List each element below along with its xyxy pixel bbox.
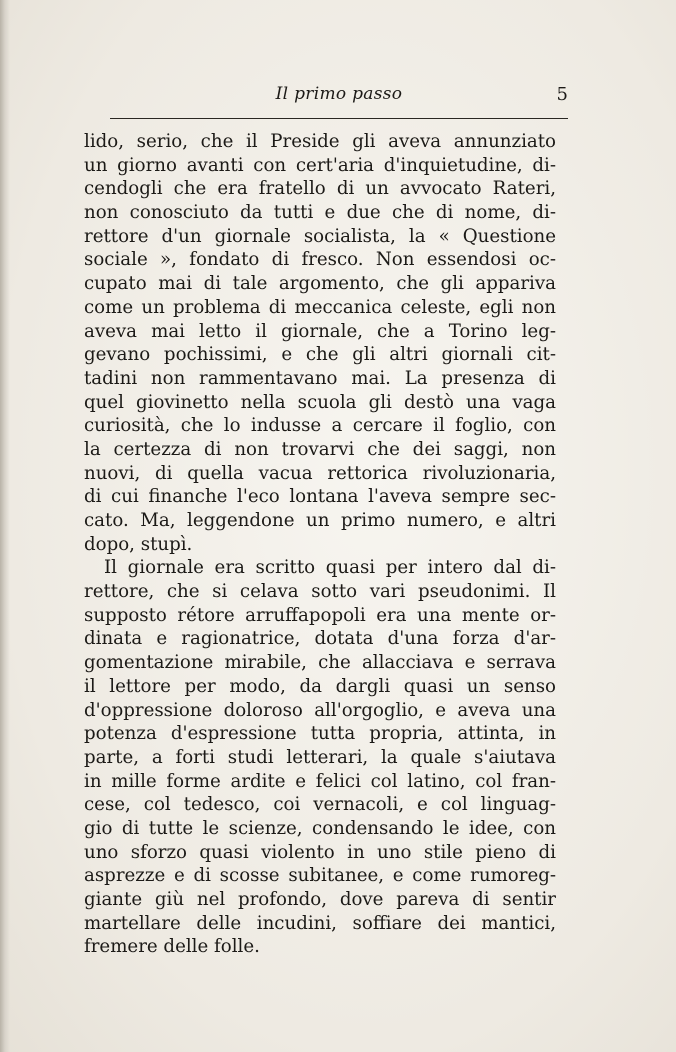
text-line: dinata e ragionatrice, dotata d'una forza d'ar- <box>84 628 556 650</box>
text-line: come un problema di meccanica celeste, egli non <box>84 296 556 318</box>
text-line: martellare delle incudini, soffiare dei mantici, <box>84 912 556 934</box>
text-line: gomentazione mirabile, che allacciava e serrava <box>84 652 556 674</box>
text-line: asprezze e di scosse subitanee, e come rumoreg- <box>84 865 556 887</box>
text-line: lido, serio, che il Preside gli aveva annunziato <box>84 131 556 152</box>
running-head-title: Il primo passo <box>275 84 403 104</box>
text-line: giante giù nel profondo, dove pareva di sentir <box>84 889 556 910</box>
text-line: rettore d'un giornale socialista, la « Questione <box>84 225 556 247</box>
running-head <box>110 84 568 114</box>
text-line: cato. Ma, leggendone un primo numero, e altri <box>84 510 556 531</box>
text-line: cendogli che era fratello di un avvocato Rateri, <box>84 178 556 200</box>
text-line: quel giovinetto nella scuola gli destò una vaga <box>84 391 556 413</box>
header-rule <box>110 118 568 119</box>
text-line: fremere delle folle. <box>84 936 260 958</box>
text-line: di cui finanche l'eco lontana l'aveva sempre sec- <box>84 486 556 508</box>
text-line: d'oppressione doloroso all'orgoglio, e aveva una <box>84 699 556 721</box>
text-line: parte, a forti studi letterari, la quale s'aiutava <box>84 746 556 768</box>
text-line: un giorno avanti con cert'aria d'inquietudine, di- <box>84 154 556 176</box>
text-line: nuovi, di quella vacua rettorica rivoluzionaria, <box>84 462 556 484</box>
text-line: curiosità, che lo indusse a cercare il foglio, con <box>84 415 556 437</box>
text-line: cupato mai di tale argomento, che gli appariva <box>84 273 556 295</box>
text-line: gevano pochissimi, e che gli altri giornali cit- <box>84 344 556 366</box>
text-line: gio di tutte le scienze, condensando le idee, con <box>84 817 556 839</box>
text-line: sociale », fondato di fresco. Non essendosi oc- <box>84 249 556 271</box>
text-line: potenza d'espressione tutta propria, attinta, in <box>84 723 556 745</box>
text-line: la certezza di non trovarvi che dei saggi, non <box>84 438 556 460</box>
text-line: tadini non rammentavano mai. La presenza di <box>84 367 556 389</box>
text-line: supposto rétore arruffapopoli era una mente or- <box>84 604 556 626</box>
text-line: uno sforzo quasi violento in uno stile pieno di <box>84 841 556 863</box>
body-text <box>84 130 556 959</box>
text-line: aveva mai letto il giornale, che a Torino leg- <box>84 320 556 342</box>
page-number: 5 <box>556 84 568 105</box>
text-line: cese, col tedesco, coi vernacoli, e col linguag- <box>84 794 556 816</box>
text-line: in mille forme ardite e felici col latino, col fran- <box>84 770 556 792</box>
text-line: non conosciuto da tutti e due che di nome, di- <box>84 202 556 224</box>
text-line: Il giornale era scritto quasi per intero dal di- <box>104 557 556 579</box>
text-line: il lettore per modo, da dargli quasi un senso <box>84 675 556 697</box>
page-gutter-shadow <box>0 0 10 1052</box>
text-line: rettore, che si celava sotto vari pseudonimi. Il <box>84 581 556 603</box>
text-line: dopo, stupì. <box>84 533 193 555</box>
